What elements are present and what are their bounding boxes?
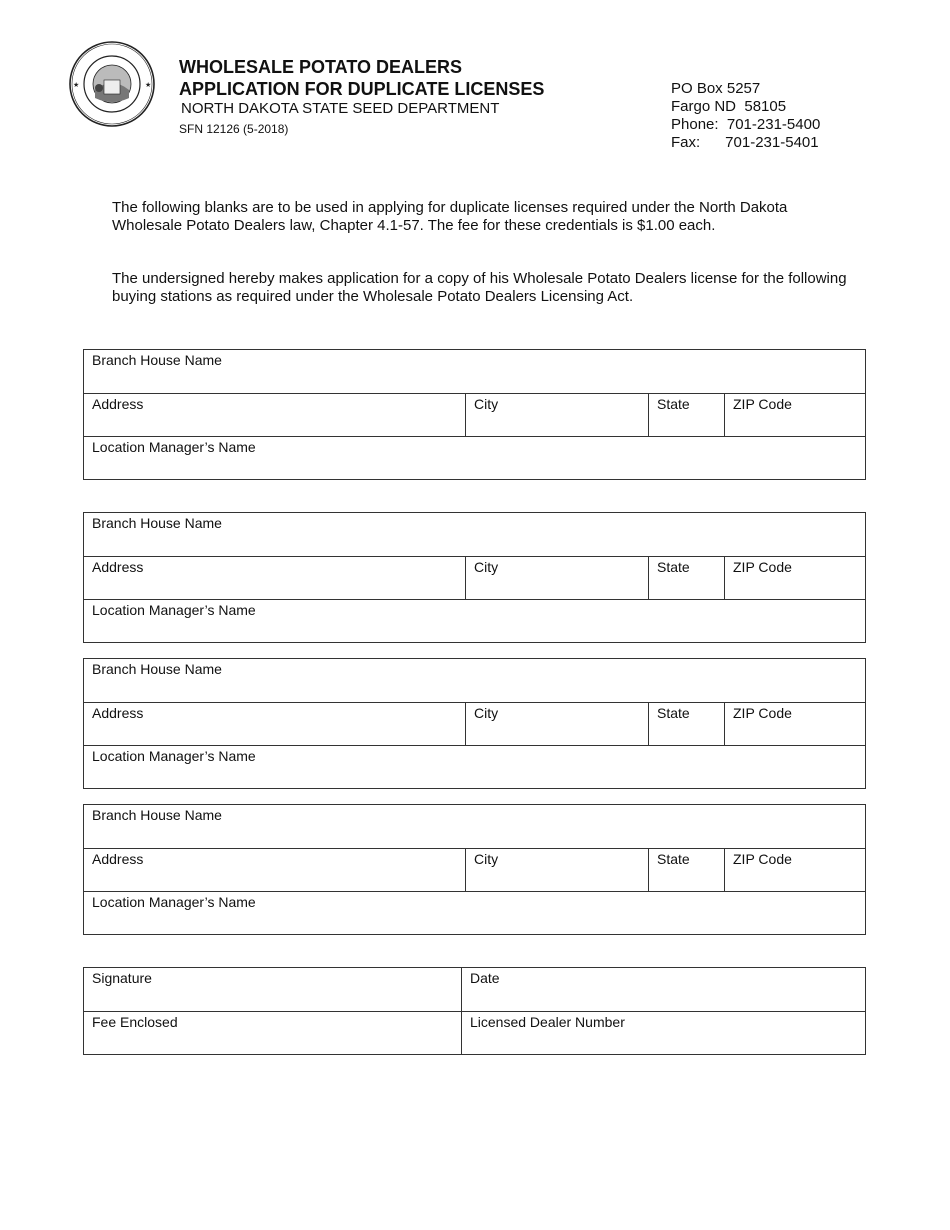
form-number: SFN 12126 (5-2018): [179, 122, 289, 136]
branch-house-name-field[interactable]: Branch House Name: [92, 661, 222, 677]
fee-enclosed-field[interactable]: Fee Enclosed: [92, 1014, 178, 1030]
intro-paragraph-2: The undersigned hereby makes application for a copy of his Wholesale Potato Dealers license for the following buying stations as required under the Wholesale Potato Dealers Licensing Act.: [112, 270, 847, 305]
state-field[interactable]: State: [648, 703, 724, 745]
zip-code-field[interactable]: ZIP Code: [724, 557, 865, 599]
state-field[interactable]: State: [648, 849, 724, 891]
branch-block-1: [83, 349, 866, 480]
licensed-dealer-number-field[interactable]: Licensed Dealer Number: [461, 1012, 865, 1054]
branch-house-name-field[interactable]: Branch House Name: [92, 352, 222, 368]
city-field[interactable]: City: [465, 557, 648, 599]
branch-block-3: [83, 658, 866, 789]
city-zip: Fargo ND 58105: [671, 98, 787, 115]
form-title-line2: APPLICATION FOR DUPLICATE LICENSES: [179, 79, 545, 99]
city-field[interactable]: City: [465, 703, 648, 745]
location-manager-name-field[interactable]: Location Manager’s Name: [92, 439, 256, 455]
branch-house-name-field[interactable]: Branch House Name: [92, 807, 222, 823]
zip-code-field[interactable]: ZIP Code: [724, 703, 865, 745]
branch-block-2: [83, 512, 866, 643]
po-box: PO Box 5257: [671, 80, 761, 97]
address-field[interactable]: Address: [92, 851, 144, 867]
form-title-line1: WHOLESALE POTATO DEALERS: [179, 57, 463, 77]
state-field[interactable]: State: [648, 557, 724, 599]
address-field[interactable]: Address: [92, 559, 144, 575]
state-field[interactable]: State: [648, 394, 724, 436]
location-manager-name-field[interactable]: Location Manager’s Name: [92, 748, 256, 764]
address-field[interactable]: Address: [92, 396, 144, 412]
state-seed-department-seal: [68, 40, 156, 128]
branch-block-4: [83, 804, 866, 935]
location-manager-name-field[interactable]: Location Manager’s Name: [92, 894, 256, 910]
svg-text:★: ★: [145, 82, 152, 89]
city-field[interactable]: City: [465, 849, 648, 891]
form-header: [179, 56, 544, 138]
department-name: NORTH DAKOTA STATE SEED DEPARTMENT: [181, 100, 500, 117]
zip-code-field[interactable]: ZIP Code: [724, 394, 865, 436]
date-field[interactable]: Date: [461, 968, 865, 1011]
fax: Fax: 701-231-5401: [671, 134, 819, 151]
phone: Phone: 701-231-5400: [671, 116, 821, 133]
intro-paragraph-1: The following blanks are to be used in applying for duplicate licenses required under the North Dakota Wholesale Potato Dealers law, Chapter 4.1-57. The fee for these credentials is $1.00 each.: [112, 199, 788, 234]
zip-code-field[interactable]: ZIP Code: [724, 849, 865, 891]
location-manager-name-field[interactable]: Location Manager’s Name: [92, 602, 256, 618]
city-field[interactable]: City: [465, 394, 648, 436]
svg-text:★: ★: [73, 82, 80, 89]
signature-field[interactable]: Signature: [92, 970, 152, 986]
address-field[interactable]: Address: [92, 705, 144, 721]
signature-block: [83, 967, 866, 1055]
contact-info: [671, 80, 820, 152]
branch-house-name-field[interactable]: Branch House Name: [92, 515, 222, 531]
